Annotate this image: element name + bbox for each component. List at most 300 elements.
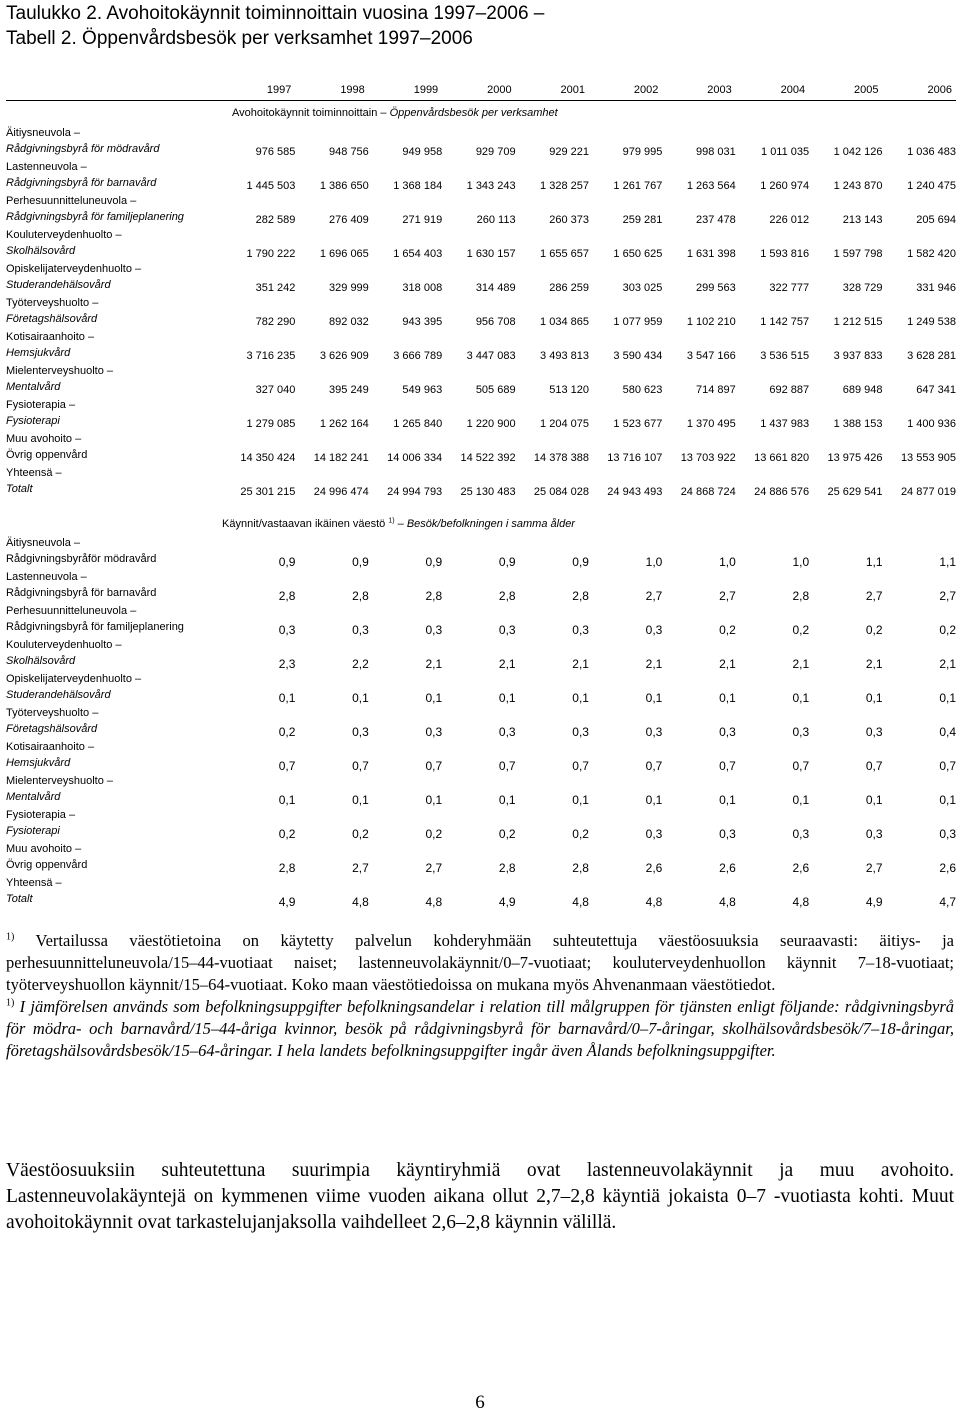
cell-value: 0,1: [498, 793, 516, 807]
cell-value: 318 008: [402, 282, 443, 294]
cell-value: 647 341: [916, 384, 956, 396]
table-title-fi: Taulukko 2. Avohoitokäynnit toiminnoittain vuosina 1997–2006 –: [6, 3, 545, 24]
cell-value: 929 221: [549, 146, 589, 158]
cell-value: 328 729: [842, 282, 883, 294]
cell-value: 329 999: [329, 282, 369, 294]
table-row: [6, 431, 956, 465]
cell-value: 1 630 157: [466, 248, 516, 260]
row-label: [6, 193, 222, 227]
cell-value: 237 478: [695, 214, 736, 226]
cell-value: 24 877 019: [900, 486, 956, 498]
cell-value: 1 368 184: [393, 180, 443, 192]
cell-value: 4,9: [278, 895, 296, 909]
row-label-sv: Hemsjukvård: [6, 347, 71, 359]
cell-value: 0,9: [278, 555, 296, 569]
row-label-sv: Rådgivningsbyrå för familjeplanering: [6, 621, 184, 633]
row-label-sv: Företagshälsovård: [6, 313, 98, 325]
cell-value: 260 113: [476, 214, 516, 226]
cell-value: 0,1: [498, 691, 516, 705]
cell-value: 299 563: [695, 282, 736, 294]
cell-value: 2,7: [719, 589, 736, 603]
row-label-fi: Opiskelijaterveydenhuolto –: [6, 673, 142, 685]
row-label-sv: Rådgivningsbyrå för mödravård: [6, 143, 160, 155]
cell-value: 0,1: [278, 691, 296, 705]
cell-value: 14 182 241: [313, 452, 369, 464]
row-label: [6, 227, 222, 261]
cell-value: 0,2: [278, 827, 296, 841]
cell-value: 0,7: [939, 759, 956, 773]
row-label: [6, 363, 222, 397]
row-label-fi: Fysioterapia –: [6, 809, 76, 821]
cell-value: 0,1: [425, 691, 443, 705]
cell-value: 2,8: [425, 589, 443, 603]
year-header-blank: [6, 80, 222, 101]
cell-value: 213 143: [842, 214, 883, 226]
row-label-sv: Övrig oppenvård: [6, 449, 88, 461]
cell-value: 4,8: [792, 895, 810, 909]
cell-value: 1 631 398: [686, 248, 736, 260]
cell-value: 0,3: [719, 827, 736, 841]
row-label: [6, 159, 222, 193]
table-row: [6, 363, 956, 397]
year-header-1997: 1997: [266, 83, 292, 96]
cell-value: 0,3: [719, 725, 736, 739]
cell-value: 0,1: [792, 793, 810, 807]
table-row: [6, 773, 956, 807]
cell-value: 0,1: [645, 793, 663, 807]
cell-value: 351 242: [255, 282, 296, 294]
table-row: [6, 569, 956, 603]
ratios-section: [6, 499, 956, 909]
page-number: 6: [475, 1392, 485, 1413]
cell-value: 286 259: [549, 282, 589, 294]
visits-table: [6, 80, 956, 909]
cell-value: 0,3: [792, 725, 810, 739]
cell-value: 2,1: [719, 657, 736, 671]
row-label-sv: Företagshälsovård: [6, 723, 98, 735]
cell-value: 13 553 905: [900, 452, 956, 464]
cell-value: 0,2: [865, 623, 883, 637]
cell-value: 0,7: [352, 759, 369, 773]
cell-value: 0,2: [939, 623, 956, 637]
row-label-sv: Fysioterapi: [6, 825, 60, 837]
cell-value: 226 012: [769, 214, 810, 226]
row-label: [6, 739, 222, 773]
cell-value: 1 790 222: [246, 248, 296, 260]
cell-value: 3 493 813: [540, 350, 589, 362]
table-title-sv: Tabell 2. Öppenvårdsbesök per verksamhet 1997–2006: [6, 28, 473, 49]
cell-value: 1 220 900: [466, 418, 516, 430]
cell-value: 24 868 724: [680, 486, 736, 498]
cell-value: 25 629 541: [827, 486, 883, 498]
cell-value: 1 370 495: [686, 418, 736, 430]
cell-value: 2,7: [939, 589, 956, 603]
cell-value: 2,1: [498, 657, 516, 671]
cell-value: 0,9: [352, 555, 369, 569]
cell-value: 314 489: [475, 282, 516, 294]
cell-value: 0,3: [425, 623, 443, 637]
cell-value: 0,3: [645, 623, 663, 637]
cell-value: 0,1: [939, 793, 956, 807]
cell-value: 0,7: [425, 759, 443, 773]
cell-value: 1,0: [719, 555, 736, 569]
cell-value: 948 756: [329, 146, 369, 158]
cell-value: 1 260 974: [760, 180, 810, 192]
cell-value: 782 290: [255, 316, 296, 328]
row-label-fi: Muu avohoito –: [6, 433, 82, 445]
section-heading-row: [6, 101, 956, 126]
cell-value: 1 650 625: [613, 248, 663, 260]
cell-value: 13 703 922: [680, 452, 736, 464]
cell-value: 2,8: [498, 589, 516, 603]
cell-value: 0,1: [278, 793, 296, 807]
row-label-sv: Skolhälsovård: [6, 245, 76, 257]
cell-value: 25 301 215: [240, 486, 296, 498]
cell-value: 0,2: [425, 827, 443, 841]
row-label-sv: Totalt: [6, 893, 33, 905]
cell-value: 1 655 657: [540, 248, 589, 260]
cell-value: 271 919: [402, 214, 443, 226]
cell-value: 1 523 677: [613, 418, 663, 430]
cell-value: 0,2: [278, 725, 296, 739]
cell-value: 2,8: [792, 589, 810, 603]
cell-value: 1 262 164: [319, 418, 369, 430]
row-label-fi: Kouluterveydenhuolto –: [6, 229, 122, 241]
row-label: [6, 397, 222, 431]
cell-value: 2,6: [719, 861, 736, 875]
footnote-sv: [6, 996, 954, 1062]
cell-value: 3 547 166: [686, 350, 736, 362]
cell-value: 0,1: [719, 793, 736, 807]
row-label: [6, 465, 222, 499]
cell-value: 259 281: [622, 214, 663, 226]
row-label: [6, 535, 222, 569]
cell-value: 3 716 235: [246, 350, 296, 362]
cell-value: 1 263 564: [686, 180, 736, 192]
cell-value: 13 975 426: [827, 452, 883, 464]
row-label-fi: Perhesuunnitteluneuvola –: [6, 195, 137, 207]
cell-value: 505 689: [475, 384, 516, 396]
row-label-fi: Lastenneuvola –: [6, 161, 87, 173]
cell-value: 0,3: [278, 623, 296, 637]
body-paragraph: [6, 1158, 954, 1236]
cell-value: 4,9: [498, 895, 516, 909]
cell-value: 1 102 210: [686, 316, 736, 328]
cell-value: 1 445 503: [246, 180, 296, 192]
cell-value: 0,1: [352, 691, 369, 705]
cell-value: 25 130 483: [460, 486, 516, 498]
row-label-fi: Yhteensä –: [6, 877, 62, 889]
footnote-sv-marker: 1): [6, 997, 15, 1009]
cell-value: 1,1: [939, 555, 956, 569]
row-label: [6, 569, 222, 603]
row-label-sv: Rådgivningsbyråför mödravård: [6, 553, 157, 565]
row-label-fi: Äitiysneuvola –: [6, 127, 80, 139]
paragraph-text: Väestöosuuksiin suhteutettuna suurimpia käyntiryhmiä ovat lastenneuvolakäynnit ja muu avohoito. Lastenneuvolakäyntejä on kymmenen viime vuoden aikana ollut 2,7–2,8 käyntiä jokaista 0–7 -vuotiasta kohti. Muut avohoitokäynnit ovat tarkastelujanjaksolla vaihdelleet 2,6–2,8 käynnin välillä.: [6, 1160, 954, 1233]
table-row: [6, 603, 956, 637]
section1-heading: [222, 101, 956, 126]
row-label-sv: Rådgivningsbyrå för familjeplanering: [6, 211, 184, 223]
cell-value: 0,2: [498, 827, 516, 841]
cell-value: 3 536 515: [760, 350, 810, 362]
cell-value: 1 696 065: [319, 248, 369, 260]
row-label-fi: Lastenneuvola –: [6, 571, 87, 583]
table-row: [6, 227, 956, 261]
table-row: [6, 739, 956, 773]
row-label: [6, 841, 222, 875]
cell-value: 0,1: [939, 691, 956, 705]
row-label-fi: Kotisairaanhoito –: [6, 741, 95, 753]
cell-value: 14 378 388: [533, 452, 589, 464]
cell-value: 1 077 959: [613, 316, 663, 328]
cell-value: 0,3: [645, 827, 663, 841]
row-label: [6, 329, 222, 363]
cell-value: 0,7: [498, 759, 516, 773]
cell-value: 0,1: [572, 691, 589, 705]
year-header-2003: 2003: [707, 83, 732, 96]
footnote-fi-text: Vertailussa väestötietoina on käytetty palvelun kohderyhmään suhteutettuja väestöosuuksia seuraavasti: äitiys- ja perhesuunnitteluneuvola/15–44-vuotiaat naiset; lastenneuvolakäynnit/0–7-vuotiaat; kouluterveydenhuollon käynnit 7–18-vuotiaat; työterveyshuollon käynnit/15–64-vuotiaat. Koko maan väestötiedoissa on mukana myös Ahvenanmaan väestötiedot.: [6, 931, 954, 994]
cell-value: 1 343 243: [466, 180, 516, 192]
cell-value: 1 265 840: [393, 418, 443, 430]
cell-value: 0,3: [498, 725, 516, 739]
cell-value: 0,3: [572, 725, 589, 739]
cell-value: 24 994 793: [387, 486, 443, 498]
cell-value: 0,9: [425, 555, 443, 569]
cell-value: 1 279 085: [246, 418, 296, 430]
cell-value: 956 708: [475, 316, 516, 328]
table-row: [6, 125, 956, 159]
cell-value: 0,1: [425, 793, 443, 807]
row-label: [6, 671, 222, 705]
cell-value: 2,7: [865, 589, 883, 603]
cell-value: 2,7: [425, 861, 443, 875]
cell-value: 0,2: [352, 827, 369, 841]
cell-value: 2,1: [572, 657, 589, 671]
cell-value: 1 212 515: [833, 316, 883, 328]
cell-value: 282 589: [255, 214, 296, 226]
cell-value: 2,8: [278, 861, 296, 875]
cell-value: 1 034 865: [540, 316, 589, 328]
year-header-2006: 2006: [927, 83, 952, 96]
row-label-sv: Rådgivningsbyrå för barnavård: [6, 587, 157, 599]
cell-value: 2,7: [645, 589, 663, 603]
row-label-fi: Yhteensä –: [6, 467, 62, 479]
cell-value: 549 963: [402, 384, 443, 396]
cell-value: 3 447 083: [466, 350, 516, 362]
cell-value: 24 943 493: [607, 486, 663, 498]
footnote-fi: [6, 930, 954, 996]
cell-value: 580 623: [622, 384, 663, 396]
cell-value: 2,8: [278, 589, 296, 603]
cell-value: 0,1: [645, 691, 663, 705]
cell-value: 0,3: [939, 827, 956, 841]
cell-value: 2,8: [572, 589, 589, 603]
table-row: [6, 705, 956, 739]
cell-value: 1 388 153: [833, 418, 883, 430]
cell-value: 0,3: [498, 623, 516, 637]
row-label-sv: Hemsjukvård: [6, 757, 71, 769]
cell-value: 976 585: [255, 146, 296, 158]
cell-value: 513 120: [549, 384, 589, 396]
cell-value: 929 709: [475, 146, 516, 158]
row-label-fi: Työterveyshuolto –: [6, 297, 99, 309]
table-row: [6, 875, 956, 909]
footnotes: [6, 930, 954, 1062]
cell-value: 2,6: [792, 861, 810, 875]
cell-value: 14 006 334: [387, 452, 443, 464]
cell-value: 331 946: [916, 282, 956, 294]
section1-heading-fi: Avohoitokäynnit toiminnoittain –: [232, 106, 390, 119]
table-row: [6, 807, 956, 841]
cell-value: 2,8: [572, 861, 589, 875]
row-label-fi: Opiskelijaterveydenhuolto –: [6, 263, 142, 275]
row-label-sv: Fysioterapi: [6, 415, 60, 427]
footnote-sv-text: I jämförelsen används som befolkningsuppgifter befolkningsandelar i relation till målgruppen för tjänsten enligt följande: rådgivningsbyrå för mödra- och barnavård/15–44-åriga kvinnor, besök på rådgivningsbyrå för barnavård/0–7-åringar, skolhälsovårdsbesök/7–18-åringar, företagshälsovårdsbesök/15–64-åringar. I hela landets befolkningsuppgifter ingår även Ålands befolkningsuppgifter.: [6, 997, 954, 1060]
cell-value: 14 522 392: [460, 452, 516, 464]
row-label-sv: Mentalvård: [6, 791, 61, 803]
cell-value: 3 590 434: [613, 350, 663, 362]
section2-heading-fi: Käynnit/vastaavan ikäinen väestö: [222, 518, 386, 530]
cell-value: 276 409: [329, 214, 369, 226]
cell-value: 1 204 075: [540, 418, 589, 430]
cell-value: 0,7: [645, 759, 663, 773]
cell-value: 1 036 483: [907, 146, 956, 158]
cell-value: 689 948: [842, 384, 883, 396]
cell-value: 2,1: [425, 657, 443, 671]
cell-value: 892 032: [329, 316, 369, 328]
row-label-sv: Mentalvård: [6, 381, 61, 393]
row-label: [6, 295, 222, 329]
cell-value: 0,1: [719, 691, 736, 705]
cell-value: 0,2: [572, 827, 589, 841]
cell-value: 1,1: [865, 555, 883, 569]
cell-value: 1 142 757: [760, 316, 810, 328]
cell-value: 2,6: [939, 861, 956, 875]
table-row: [6, 193, 956, 227]
cell-value: 0,3: [865, 725, 883, 739]
row-label-fi: Kouluterveydenhuolto –: [6, 639, 122, 651]
cell-value: 1 042 126: [833, 146, 883, 158]
cell-value: 1,0: [792, 555, 810, 569]
table-row: [6, 295, 956, 329]
row-label-fi: Mielenterveyshuolto –: [6, 775, 114, 787]
cell-value: 0,3: [865, 827, 883, 841]
cell-value: 2,1: [792, 657, 810, 671]
table-row: [6, 465, 956, 499]
cell-value: 2,1: [939, 657, 956, 671]
cell-value: 1 437 983: [760, 418, 810, 430]
cell-value: 0,7: [572, 759, 589, 773]
cell-value: 949 958: [402, 146, 443, 158]
cell-value: 4,7: [939, 895, 956, 909]
cell-value: 1 328 257: [540, 180, 589, 192]
cell-value: 0,1: [352, 793, 369, 807]
cell-value: 0,1: [865, 691, 883, 705]
year-header-2004: 2004: [780, 83, 806, 96]
cell-value: 4,8: [425, 895, 443, 909]
row-label: [6, 125, 222, 159]
cell-value: 2,1: [645, 657, 663, 671]
row-label-fi: Fysioterapia –: [6, 399, 76, 411]
cell-value: 0,3: [645, 725, 663, 739]
cell-value: 4,8: [645, 895, 663, 909]
row-label-fi: Työterveyshuolto –: [6, 707, 99, 719]
cell-value: 2,8: [498, 861, 516, 875]
row-label: [6, 705, 222, 739]
cell-value: 0,1: [865, 793, 883, 807]
cell-value: 3 666 789: [393, 350, 443, 362]
cell-value: 0,1: [572, 793, 589, 807]
row-label-sv: Skolhälsovård: [6, 655, 76, 667]
row-label: [6, 807, 222, 841]
row-label-sv: Rådgivningsbyrå för barnavård: [6, 177, 157, 189]
table-row: [6, 535, 956, 569]
row-label-sv: Övrig oppenvård: [6, 859, 88, 871]
row-label-fi: Perhesuunnitteluneuvola –: [6, 605, 137, 617]
cell-value: 260 373: [549, 214, 589, 226]
table-row: [6, 637, 956, 671]
row-label: [6, 637, 222, 671]
cell-value: 0,3: [425, 725, 443, 739]
cell-value: 0,3: [352, 725, 369, 739]
cell-value: 0,4: [939, 725, 956, 739]
cell-value: 0,2: [792, 623, 810, 637]
table-row: [6, 329, 956, 363]
cell-value: 1 249 538: [907, 316, 956, 328]
table-row: [6, 671, 956, 705]
row-label: [6, 431, 222, 465]
cell-value: 0,9: [498, 555, 516, 569]
cell-value: 1 240 475: [907, 180, 956, 192]
cell-value: 1 400 936: [907, 418, 956, 430]
cell-value: 2,1: [865, 657, 883, 671]
year-header-2002: 2002: [633, 83, 659, 96]
cell-value: 3 626 909: [319, 350, 369, 362]
cell-value: 4,8: [352, 895, 369, 909]
cell-value: 0,9: [572, 555, 589, 569]
cell-value: 395 249: [329, 384, 369, 396]
cell-value: 1 243 870: [833, 180, 883, 192]
row-label: [6, 875, 222, 909]
section2-heading-sup: 1): [388, 517, 395, 525]
cell-value: 1 582 420: [907, 248, 956, 260]
cell-value: 1 597 798: [833, 248, 883, 260]
section2-heading: [222, 499, 956, 535]
cell-value: 1 386 650: [319, 180, 369, 192]
cell-value: 327 040: [255, 384, 296, 396]
cell-value: 0,7: [719, 759, 736, 773]
cell-value: 4,8: [719, 895, 736, 909]
cell-value: 714 897: [695, 384, 736, 396]
cell-value: 2,7: [352, 861, 369, 875]
cell-value: 0,1: [792, 691, 810, 705]
row-label-sv: Totalt: [6, 483, 33, 495]
cell-value: 1 011 035: [761, 146, 810, 158]
cell-value: 13 716 107: [607, 452, 663, 464]
row-label-fi: Kotisairaanhoito –: [6, 331, 95, 343]
cell-value: 1 261 767: [613, 180, 663, 192]
year-header-2005: 2005: [854, 83, 879, 96]
cell-value: 1 593 816: [760, 248, 810, 260]
year-header-1999: 1999: [413, 83, 439, 96]
cell-value: 303 025: [622, 282, 663, 294]
row-label-sv: Studerandehälsovård: [6, 279, 111, 291]
year-header-row: [6, 80, 956, 101]
cell-value: 692 887: [769, 384, 810, 396]
year-header-2000: 2000: [487, 83, 512, 96]
cell-value: 3 937 833: [833, 350, 883, 362]
section-heading-row: [6, 499, 956, 535]
